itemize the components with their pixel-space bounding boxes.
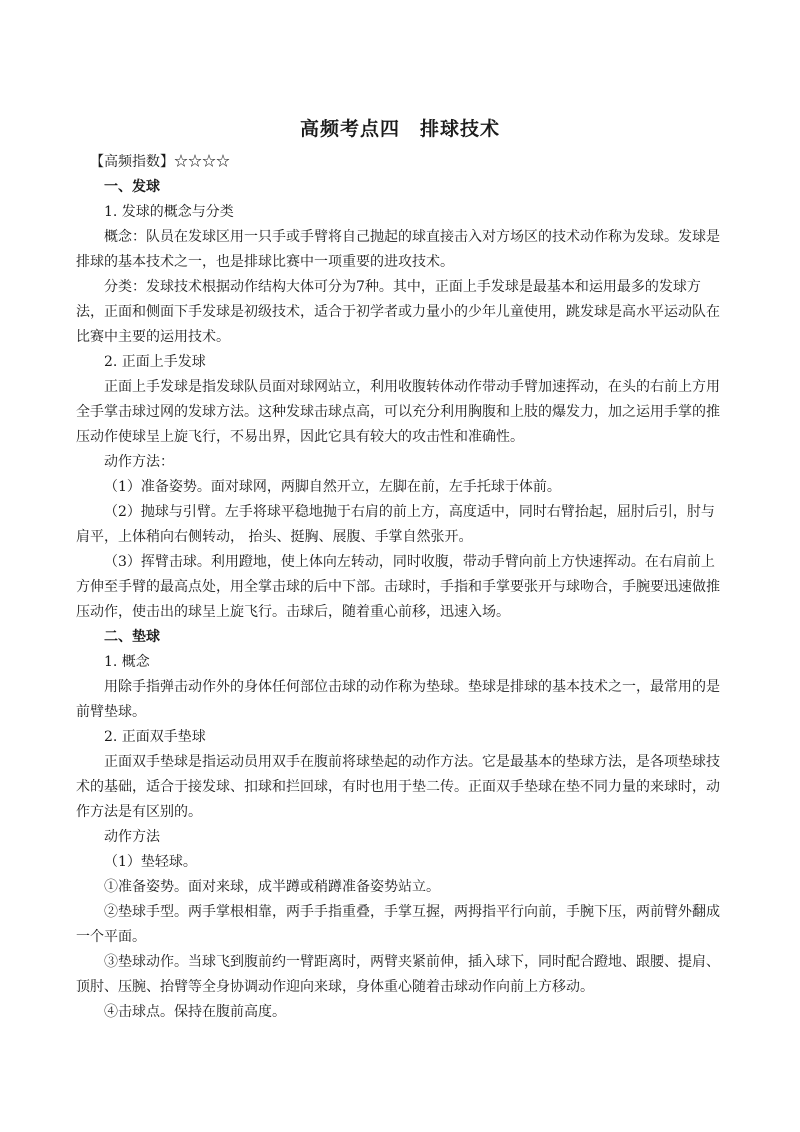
subheading-two-hand-dig: 2. 正面双手垫球: [104, 729, 206, 745]
dig-light-ball-label: （1）垫轻球。: [104, 854, 197, 870]
document-body: [76, 150, 720, 1025]
dig-item-2: ②垫球手型。两手掌根相靠，两手手指重叠，手掌互握，两拇指平行向前，手腕下压，两前臂外翻成一个平面。: [76, 904, 720, 945]
method-label-dig: 动作方法: [104, 829, 160, 845]
paragraph-serve-concept: 概念：队员在发球区用一只手或手臂将自己抛起的球直接击入对方场区的技术动作称为发球。发球是排球的基本技术之一，也是排球比赛中一项重要的进攻技术。: [76, 229, 720, 270]
method-label-serve: 动作方法：: [104, 454, 174, 470]
serve-step-3: （3）挥臂击球。利用蹬地，使上体向左转动，同时收腹，带动手臂向前上方快速挥动。在右肩前上方伸至手臂的最高点处，用全掌击球的后中下部。击球时，手指和手掌要张开与球吻合，手腕要迅速做推压动作，使击出的球呈上旋飞行。击球后，随着重心前移，迅速入场。: [76, 554, 720, 620]
section-heading-serve: 一、发球: [104, 179, 160, 195]
paragraph-two-hand-dig: 正面双手垫球是指运动员用双手在腹前将球垫起的动作方法。它是最基本的垫球方法，是各项垫球技术的基础，适合于接发球、扣球和拦回球，有时也用于垫二传。正面双手垫球在垫不同力量的来球时，动作方法是有区别的。: [76, 754, 720, 820]
subheading-serve-concept: 1. 发球的概念与分类: [104, 204, 234, 220]
subheading-dig-concept: 1. 概念: [104, 654, 150, 670]
subheading-overhand-serve: 2. 正面上手发球: [104, 354, 206, 370]
serve-step-1: （1）准备姿势。面对球网，两脚自然开立，左脚在前，左手托球于体前。: [104, 479, 561, 495]
serve-step-2: （2）抛球与引臂。左手将球平稳地抛于右肩的前上方，高度适中，同时右臂抬起，屈肘后引，肘与肩平，上体稍向右侧转动， 抬头、挺胸、展腹、手掌自然张开。: [76, 504, 715, 545]
paragraph-dig-concept: 用除手指弹击动作外的身体任何部位击球的动作称为垫球。垫球是排球的基本技术之一，最常用的是前臂垫球。: [76, 679, 720, 720]
dig-item-3: ③垫球动作。当球飞到腹前约一臂距离时，两臂夹紧前伸，插入球下，同时配合蹬地、跟腰、提肩、顶肘、压腕、抬臂等全身协调动作迎向来球，身体重心随着击球动作向前上方移动。: [76, 954, 720, 995]
page-title: 高频考点四 排球技术: [299, 118, 500, 140]
frequency-index: 【高频指数】☆☆☆☆: [90, 154, 230, 170]
paragraph-serve-classification: 分类：发球技术根据动作结构大体可分为7种。其中，正面上手发球是最基本和运用最多的发球方法，正面和侧面下手发球是初级技术，适合于初学者或力量小的少年儿童使用，跳发球是高水平运动队在比赛中主要的运用技术。: [76, 279, 720, 345]
section-heading-dig: 二、垫球: [104, 629, 160, 645]
dig-item-4: ④击球点。保持在腹前高度。: [104, 1004, 286, 1020]
paragraph-overhand-serve: 正面上手发球是指发球队员面对球网站立，利用收腹转体动作带动手臂加速挥动，在头的右前上方用全手掌击球过网的发球方法。这种发球击球点高，可以充分利用胸腹和上肢的爆发力，加之运用手掌的推压动作使球呈上旋飞行，不易出界，因此它具有较大的攻击性和准确性。: [76, 379, 720, 445]
dig-item-1: ①准备姿势。面对来球，成半蹲或稍蹲准备姿势站立。: [104, 879, 440, 895]
